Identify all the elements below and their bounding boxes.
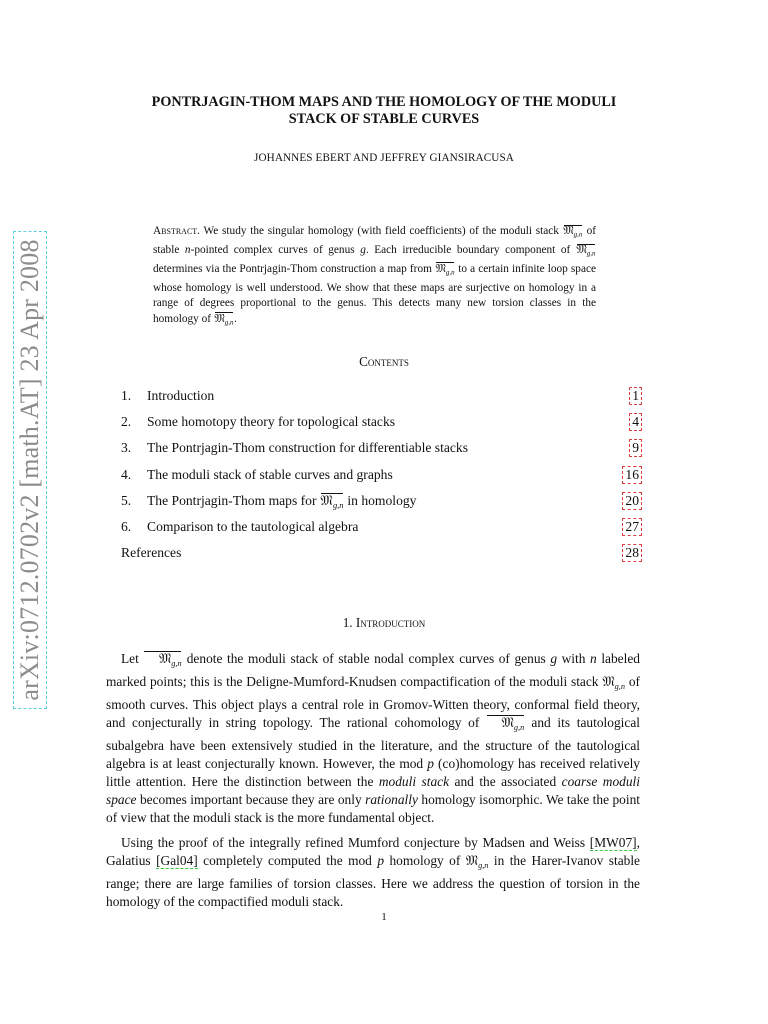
moduli-symbol-bar: 𝔐$_{g,n}$ [486, 714, 525, 737]
toc-page-link[interactable]: 20 [622, 492, 642, 510]
toc-page-link[interactable]: 1 [629, 387, 642, 405]
toc-page-link[interactable]: 16 [622, 466, 642, 484]
contents-heading: Contents [359, 354, 409, 369]
moduli-symbol: 𝔐$_{g,n}$ [602, 674, 626, 691]
arxiv-stamp-text: arXiv:0712.0702v2 [math.AT] 23 Apr 2008 [15, 239, 44, 701]
citation-link[interactable]: [MW07] [589, 834, 637, 850]
section-title: Introduction [355, 615, 426, 630]
toc-number: 2. [121, 414, 132, 430]
toc-number: 6. [121, 518, 132, 534]
toc-page-link[interactable]: 9 [629, 439, 642, 457]
page-number: 1 [381, 911, 387, 923]
toc-number: 4. [121, 466, 132, 482]
moduli-symbol-bar: 𝔐$_{g,n}$ [435, 262, 455, 281]
citation-link[interactable]: [Gal04] [156, 852, 198, 868]
toc-title: Some homotopy theory for topological stacks [147, 414, 396, 430]
toc-page-link[interactable]: 4 [629, 413, 642, 431]
moduli-symbol-bar: 𝔐$_{g,n}$ [143, 650, 182, 673]
section-number: 1. [342, 615, 353, 630]
moduli-symbol-bar: 𝔐$_{g,n}$ [214, 312, 234, 331]
toc-number: 3. [121, 440, 132, 456]
abstract-label: Abstract. [153, 225, 200, 237]
toc-title: The Pontrjagin-Thom construction for differentiable stacks [147, 440, 468, 456]
toc-title: The Pontrjagin-Thom maps for 𝔐$_{g,n}$ in homology [147, 492, 417, 510]
toc-title: Comparison to the tautological algebra [147, 518, 359, 534]
toc-page-link[interactable]: 28 [622, 544, 642, 562]
title-line-2: STACK OF STABLE CURVES [288, 111, 480, 127]
arxiv-stamp[interactable] [13, 231, 47, 709]
body-text [106, 650, 640, 911]
toc-title: Introduction [147, 388, 215, 403]
abstract: Abstract. We study the singular homology (with field coefficients) of the moduli stack 𝔐$_{g,n}$ of stable n-pointed complex curves of genus g. Each irreducible boundary component of 𝔐$_{g,n}$ determines via the Pontrjagin-Thom construction a map from 𝔐$_{g,n}$ to a certain infinite loop space whose homology is well understood. We show that these maps are surjective on homology in a range of degrees proportional to the genus. This detects many new torsion classes in the homology of 𝔐$_{g,n}$. [153, 224, 596, 331]
paragraph: Let 𝔐$_{g,n}$ denote the moduli stack of stable nodal complex curves of genus g with n labeled marked points; this is the Deligne-Mumford-Knudsen compactification of the moduli stack 𝔐$_{g,n}$ of smooth curves. This object plays a central role in Gromov-Witten theory, conformal field theory, and conjecturally in string topology. The rational cohomology of 𝔐$_{g,n}$ and its tautological subalgebra have been extensively studied in the literature, and the structure of the tautological algebra is at least conjecturally known. However, the mod p (co)homology has received relatively little attention. Here the distinction between the moduli stack and the associated coarse moduli space becomes important because they are only rationally homology isomorphic. We take the point of view that the moduli stack is the more fundamental object. [106, 651, 640, 826]
moduli-symbol-bar: 𝔐$_{g,n}$ [320, 492, 344, 510]
moduli-symbol-bar: 𝔐$_{g,n}$ [576, 243, 596, 262]
toc-entry [121, 467, 642, 493]
toc-entry [121, 519, 642, 545]
table-of-contents [121, 388, 642, 571]
toc-entry [121, 414, 642, 440]
toc-number: 5. [121, 492, 132, 508]
toc-number: 1. [121, 388, 132, 403]
moduli-symbol: 𝔐$_{g,n}$ [465, 852, 489, 870]
authors: JOHANNES EBERT AND JEFFREY GIANSIRACUSA [254, 152, 514, 164]
section-heading [100, 615, 668, 631]
paper-title [100, 94, 668, 128]
toc-entry [121, 493, 642, 519]
toc-title: The moduli stack of stable curves and graphs [147, 466, 393, 482]
toc-title: References [121, 545, 182, 561]
toc-entry [121, 545, 642, 571]
moduli-symbol-bar: 𝔐$_{g,n}$ [563, 224, 583, 243]
toc-entry [121, 440, 642, 466]
title-line-1: PONTRJAGIN-THOM MAPS AND THE HOMOLOGY OF THE MODULI [151, 94, 617, 110]
toc-page-link[interactable]: 27 [622, 518, 642, 536]
toc-entry [121, 388, 642, 414]
paragraph: Using the proof of the integrally refined Mumford conjecture by Madsen and Weiss [MW07], Galatius [Gal04] completely computed the mod p homology of 𝔐$_{g,n}$ in the Harer-Ivanov stable range; there are large families of torsion classes. Here we address the question of torsion in the homology of the compactified moduli stack. [106, 834, 641, 909]
